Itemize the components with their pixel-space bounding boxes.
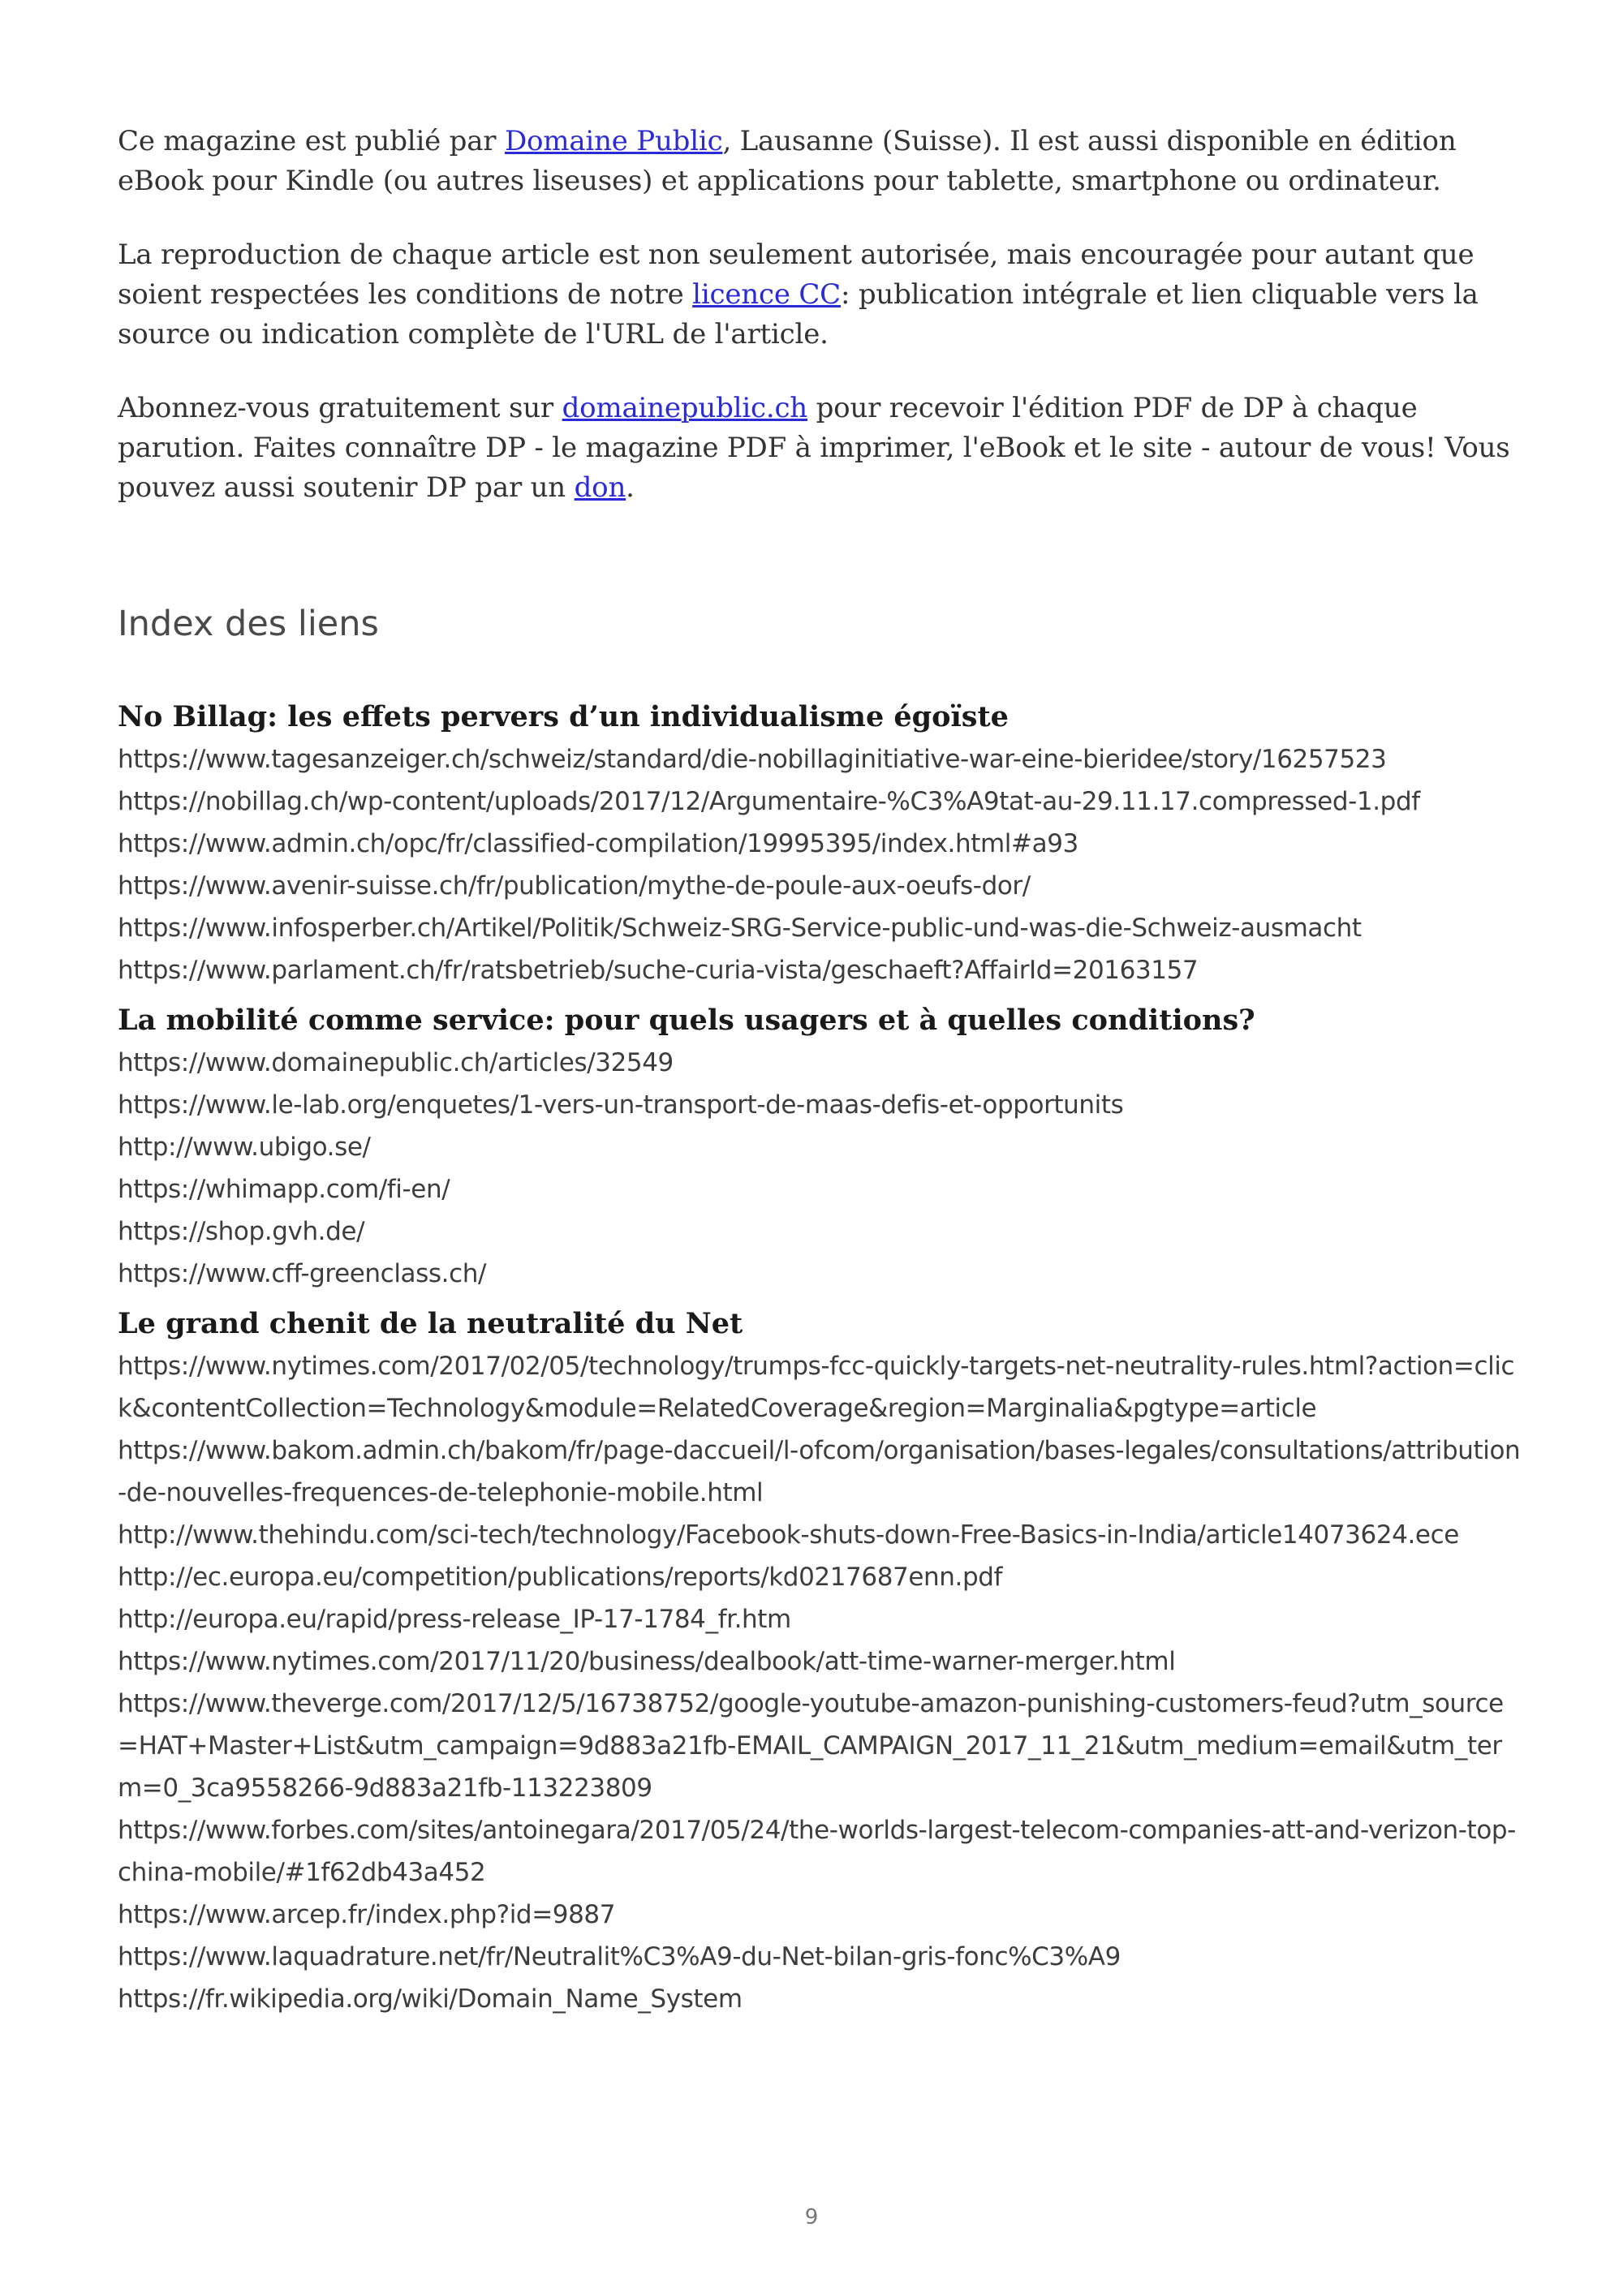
link-item[interactable]: http://www.ubigo.se/ xyxy=(118,1133,371,1162)
intro-p3-after: . xyxy=(626,471,635,504)
don-link[interactable]: don xyxy=(574,471,626,504)
page-number: 9 xyxy=(804,2205,819,2229)
section-heading: La mobilité comme service: pour quels usagers et à quelles conditions? xyxy=(118,1004,1255,1037)
link-list xyxy=(118,1042,1522,1295)
link-item[interactable]: https://whimapp.com/fi-en/ xyxy=(118,1175,450,1204)
index-section-mobilite xyxy=(118,1000,1522,1295)
link-item[interactable]: https://www.domainepublic.ch/articles/32549 xyxy=(118,1048,674,1077)
intro-paragraph-subscribe xyxy=(118,389,1522,508)
link-item[interactable]: https://www.parlament.ch/fr/ratsbetrieb/suche-curia-vista/geschaeft?AffairId=20163157 xyxy=(118,956,1199,985)
link-item[interactable]: https://www.laquadrature.net/fr/Neutralit%C3%A9-du-Net-bilan-gris-fonc%C3%A9 xyxy=(118,1942,1121,1971)
link-item[interactable]: https://fr.wikipedia.org/wiki/Domain_Name_System xyxy=(118,1984,743,2014)
link-item[interactable]: https://www.infosperber.ch/Artikel/Politik/Schweiz-SRG-Service-public-und-was-die-Schweiz-ausmacht xyxy=(118,914,1362,943)
page-content xyxy=(118,122,1522,2028)
link-item[interactable]: https://www.forbes.com/sites/antoinegara/2017/05/24/the-worlds-largest-telecom-companies-att-and-verizon-top-china-mobile/#1f62db43a452 xyxy=(118,1816,1516,1887)
intro-p2-before: La reproduction de chaque article est non seulement autorisée, mais encouragée pour autant que soient respectées les conditions de notre xyxy=(118,239,1474,311)
link-list xyxy=(118,738,1522,991)
index-title: Index des liens xyxy=(118,604,379,644)
link-item[interactable]: https://www.nytimes.com/2017/02/05/technology/trumps-fcc-quickly-targets-net-neutrality-rules.html?action=click&contentCollection=Technology&module=RelatedCoverage&region=Marginalia&pgtype=article xyxy=(118,1352,1515,1423)
link-item[interactable]: http://europa.eu/rapid/press-release_IP-17-1784_fr.htm xyxy=(118,1605,791,1634)
link-list xyxy=(118,1345,1522,2020)
intro-p2-after: : publication intégrale et lien cliquable vers la source ou indication complète de l'URL de l'article. xyxy=(118,278,1479,350)
link-item[interactable]: http://www.thehindu.com/sci-tech/technology/Facebook-shuts-down-Free-Basics-in-India/article14073624.ece xyxy=(118,1520,1459,1550)
intro-p1-before: Ce magazine est publié par xyxy=(118,125,505,157)
index-section-neutralite xyxy=(118,1303,1522,2020)
link-item[interactable]: https://www.arcep.fr/index.php?id=9887 xyxy=(118,1900,616,1929)
link-item[interactable]: https://www.cff-greenclass.ch/ xyxy=(118,1259,487,1288)
link-item[interactable]: https://www.bakom.admin.ch/bakom/fr/page-daccueil/l-ofcom/organisation/bases-legales/consultations/attribution-de-nouvelles-frequences-de-telephonie-mobile.html xyxy=(118,1436,1521,1507)
link-item[interactable]: https://shop.gvh.de/ xyxy=(118,1217,365,1246)
link-item[interactable]: http://ec.europa.eu/competition/publications/reports/kd0217687enn.pdf xyxy=(118,1563,1003,1592)
link-item[interactable]: https://nobillag.ch/wp-content/uploads/2017/12/Argumentaire-%C3%A9tat-au-29.11.17.compressed-1.pdf xyxy=(118,787,1420,816)
section-heading: No Billag: les effets pervers d’un individualisme égoïste xyxy=(118,700,1009,733)
link-item[interactable]: https://www.le-lab.org/enquetes/1-vers-un-transport-de-maas-defis-et-opportunits xyxy=(118,1090,1124,1120)
link-item[interactable]: https://www.avenir-suisse.ch/fr/publication/mythe-de-poule-aux-oeufs-dor/ xyxy=(118,871,1031,901)
link-item[interactable]: https://www.admin.ch/opc/fr/classified-compilation/19995395/index.html#a93 xyxy=(118,829,1078,858)
index-section-no-billag xyxy=(118,696,1522,991)
domaine-public-link[interactable]: Domaine Public xyxy=(504,125,723,157)
intro-p3-middle: pour recevoir l'édition PDF de DP à chaque parution. Faites connaître DP - le magazine PDF à imprimer, l'eBook et le site - autour de vous! Vous pouvez aussi soutenir DP par un xyxy=(118,392,1510,504)
licence-cc-link[interactable]: licence CC xyxy=(692,278,841,311)
link-item[interactable]: https://www.nytimes.com/2017/11/20/business/dealbook/att-time-warner-merger.html xyxy=(118,1647,1176,1676)
link-item[interactable]: https://www.tagesanzeiger.ch/schweiz/standard/die-nobillaginitiative-war-eine-bieridee/story/16257523 xyxy=(118,745,1387,774)
intro-paragraph-publisher xyxy=(118,122,1522,201)
intro-paragraph-license xyxy=(118,235,1522,355)
section-heading: Le grand chenit de la neutralité du Net xyxy=(118,1307,743,1340)
intro-p1-after: , Lausanne (Suisse). Il est aussi disponible en édition eBook pour Kindle (ou autres liseuses) et applications pour tablette, smartphone ou ordinateur. xyxy=(118,125,1457,197)
link-item[interactable]: https://www.theverge.com/2017/12/5/16738752/google-youtube-amazon-punishing-customers-feud?utm_source=HAT+Master+List&utm_campaign=9d883a21fb-EMAIL_CAMPAIGN_2017_11_21&utm_medium=email&utm_term=0_3ca9558266-9d883a21fb-113223809 xyxy=(118,1689,1504,1803)
domainepublic-link[interactable]: domainepublic.ch xyxy=(562,392,807,424)
intro-p3-before: Abonnez-vous gratuitement sur xyxy=(118,392,562,424)
